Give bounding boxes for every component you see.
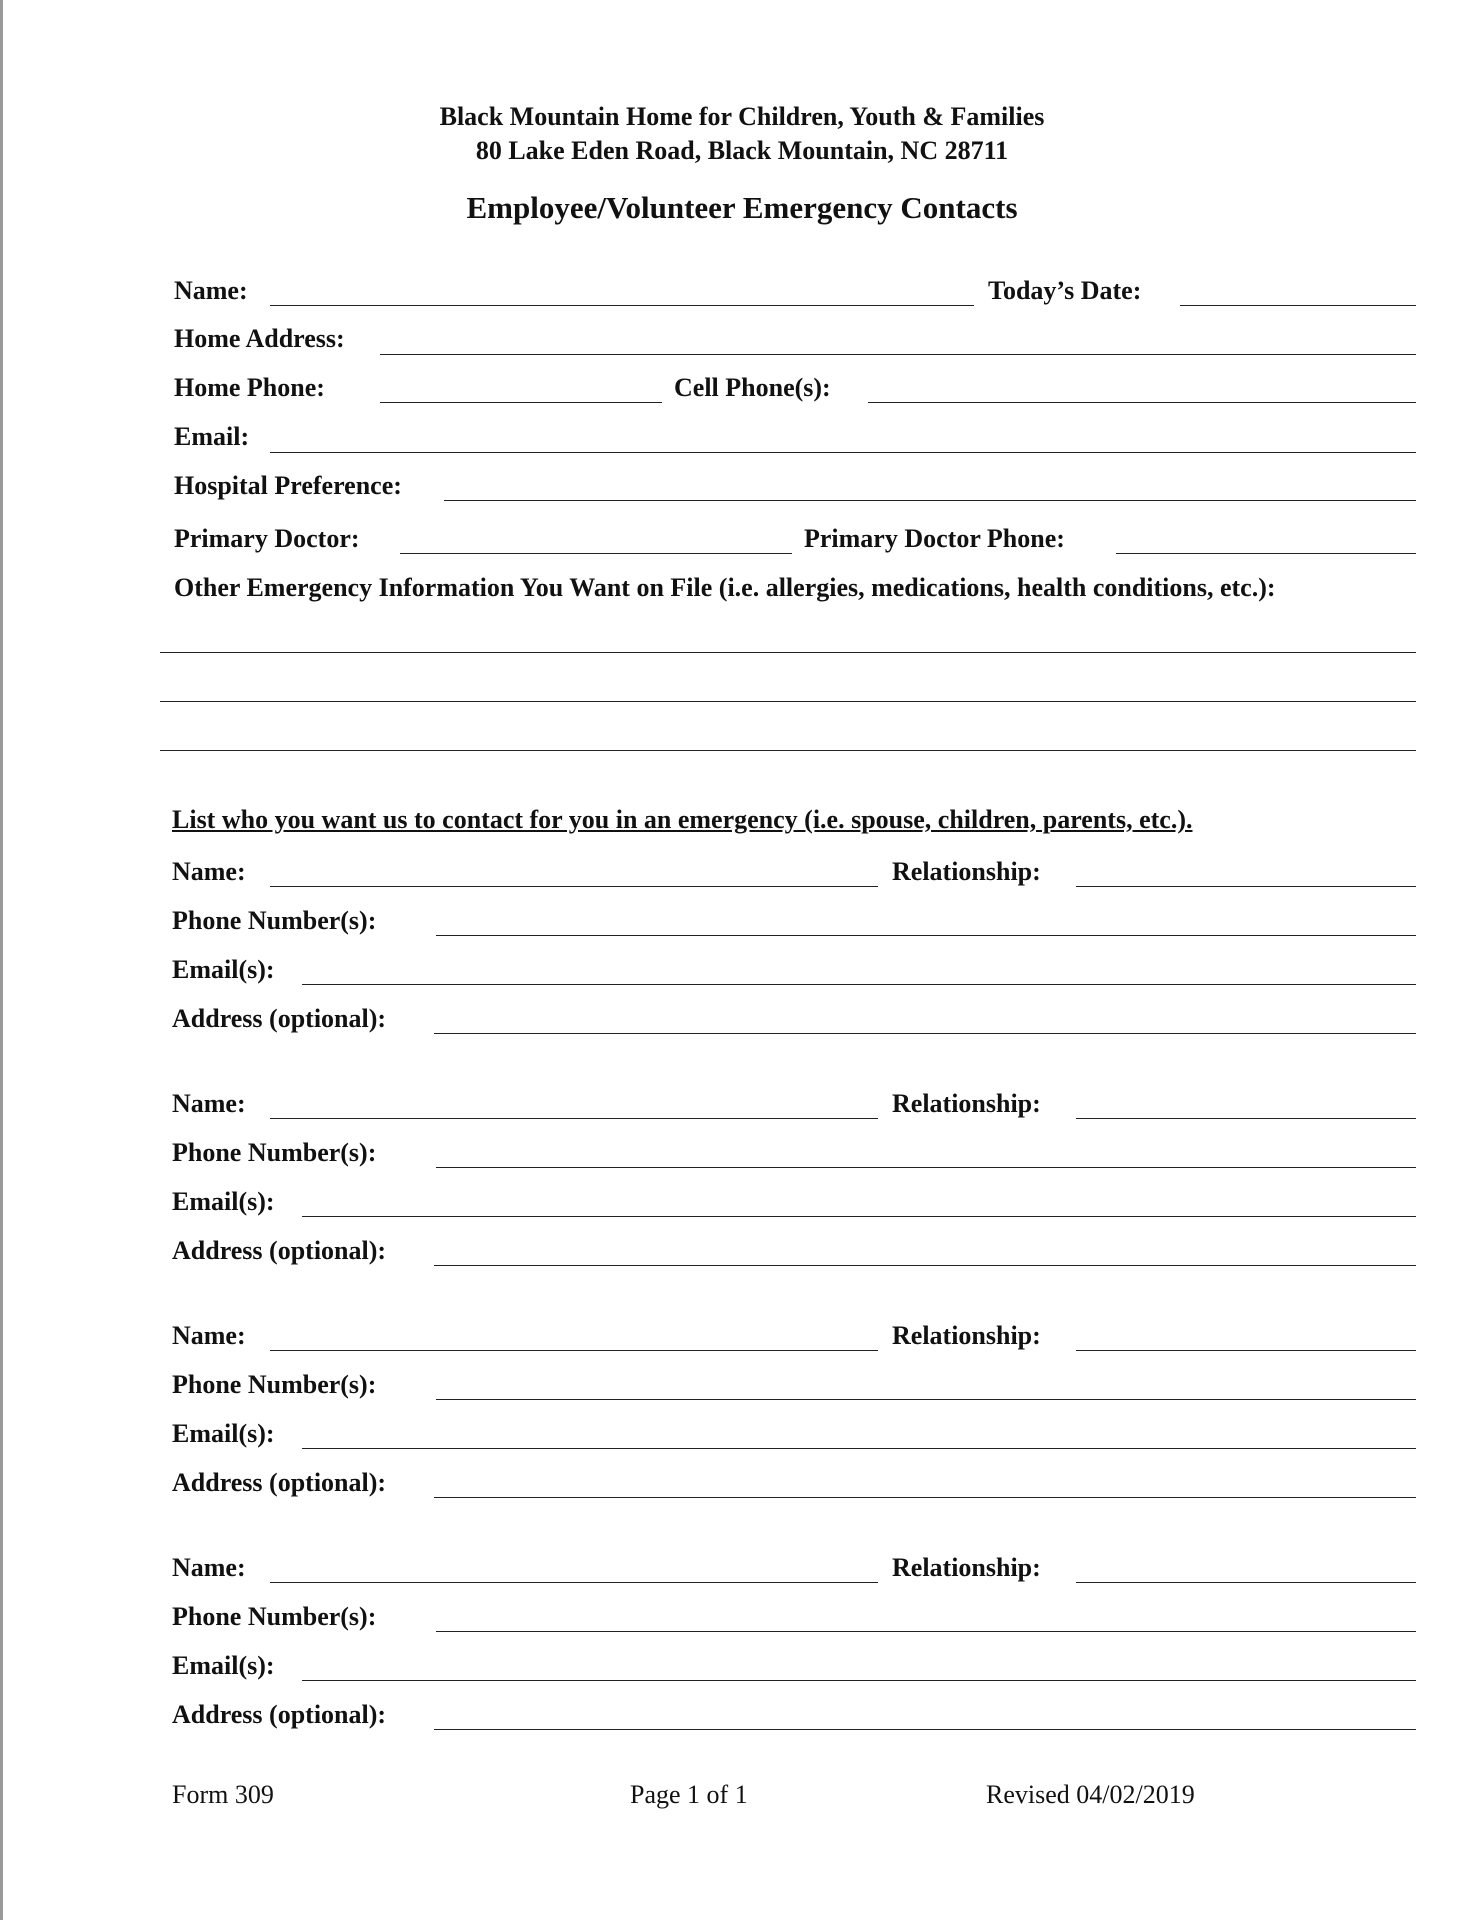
home-phone-field[interactable]	[380, 402, 662, 403]
contact-name-label: Name:	[172, 1089, 246, 1118]
page-number: Page 1 of 1	[630, 1780, 748, 1809]
other-info-label: Other Emergency Information You Want on File (i.e. allergies, medications, health conditions, etc.):	[174, 573, 1276, 602]
other-info-line-3[interactable]	[160, 750, 1416, 751]
contact-email-field[interactable]	[302, 1680, 1416, 1681]
contact-name-label: Name:	[172, 1553, 246, 1582]
contact-name-field[interactable]	[270, 1118, 878, 1119]
primary-doctor-field[interactable]	[400, 553, 792, 554]
contact-email-label: Email(s):	[172, 1187, 275, 1216]
contact-address-label: Address (optional):	[172, 1468, 387, 1497]
contact-email-label: Email(s):	[172, 1651, 275, 1680]
scan-edge	[0, 0, 3, 1920]
form-title: Employee/Volunteer Emergency Contacts	[466, 190, 1018, 225]
primary-doctor-label: Primary Doctor:	[174, 524, 360, 553]
contact-phone-label: Phone Number(s):	[172, 1370, 377, 1399]
contacts-instruction: List who you want us to contact for you in an emergency (i.e. spouse, children, parents, etc.).	[172, 805, 1193, 834]
contact-phone-label: Phone Number(s):	[172, 1602, 377, 1631]
contact-email-field[interactable]	[302, 1216, 1416, 1217]
hospital-preference-label: Hospital Preference:	[174, 471, 402, 500]
contact-address-field[interactable]	[434, 1729, 1416, 1730]
contact-relationship-field[interactable]	[1076, 886, 1416, 887]
contact-address-field[interactable]	[434, 1497, 1416, 1498]
contact-email-field[interactable]	[302, 984, 1416, 985]
contact-phone-field[interactable]	[436, 1399, 1416, 1400]
primary-doctor-phone-field[interactable]	[1116, 553, 1416, 554]
contact-email-label: Email(s):	[172, 955, 275, 984]
todays-date-field[interactable]	[1180, 305, 1416, 306]
revision-date: Revised 04/02/2019	[986, 1780, 1195, 1809]
contact-email-field[interactable]	[302, 1448, 1416, 1449]
name-label: Name:	[174, 276, 248, 305]
other-info-line-1[interactable]	[160, 652, 1416, 653]
contact-name-label: Name:	[172, 1321, 246, 1350]
contact-name-label: Name:	[172, 857, 246, 886]
cell-phone-label: Cell Phone(s):	[674, 373, 831, 402]
contact-relationship-label: Relationship:	[892, 1089, 1041, 1118]
contact-address-label: Address (optional):	[172, 1004, 387, 1033]
organization-address: 80 Lake Eden Road, Black Mountain, NC 28711	[475, 136, 1009, 165]
name-field[interactable]	[270, 305, 974, 306]
hospital-preference-field[interactable]	[444, 500, 1416, 501]
home-address-label: Home Address:	[174, 324, 345, 353]
contact-name-field[interactable]	[270, 886, 878, 887]
contact-name-field[interactable]	[270, 1350, 878, 1351]
cell-phone-field[interactable]	[868, 402, 1416, 403]
home-phone-label: Home Phone:	[174, 373, 325, 402]
form-number: Form 309	[172, 1780, 274, 1809]
contact-address-field[interactable]	[434, 1265, 1416, 1266]
contact-relationship-label: Relationship:	[892, 857, 1041, 886]
organization-name: Black Mountain Home for Children, Youth & Families	[439, 102, 1045, 131]
contact-relationship-label: Relationship:	[892, 1553, 1041, 1582]
todays-date-label: Today’s Date:	[988, 276, 1142, 305]
email-label: Email:	[174, 422, 250, 451]
contact-address-label: Address (optional):	[172, 1236, 387, 1265]
contact-relationship-field[interactable]	[1076, 1582, 1416, 1583]
home-address-field[interactable]	[380, 354, 1416, 355]
contact-address-field[interactable]	[434, 1033, 1416, 1034]
contact-address-label: Address (optional):	[172, 1700, 387, 1729]
contact-relationship-field[interactable]	[1076, 1350, 1416, 1351]
contact-phone-label: Phone Number(s):	[172, 906, 377, 935]
contact-email-label: Email(s):	[172, 1419, 275, 1448]
contact-phone-field[interactable]	[436, 1631, 1416, 1632]
contact-phone-label: Phone Number(s):	[172, 1138, 377, 1167]
contact-phone-field[interactable]	[436, 1167, 1416, 1168]
primary-doctor-phone-label: Primary Doctor Phone:	[804, 524, 1065, 553]
contact-relationship-label: Relationship:	[892, 1321, 1041, 1350]
other-info-line-2[interactable]	[160, 701, 1416, 702]
contact-phone-field[interactable]	[436, 935, 1416, 936]
contact-relationship-field[interactable]	[1076, 1118, 1416, 1119]
email-field[interactable]	[270, 452, 1416, 453]
contact-name-field[interactable]	[270, 1582, 878, 1583]
